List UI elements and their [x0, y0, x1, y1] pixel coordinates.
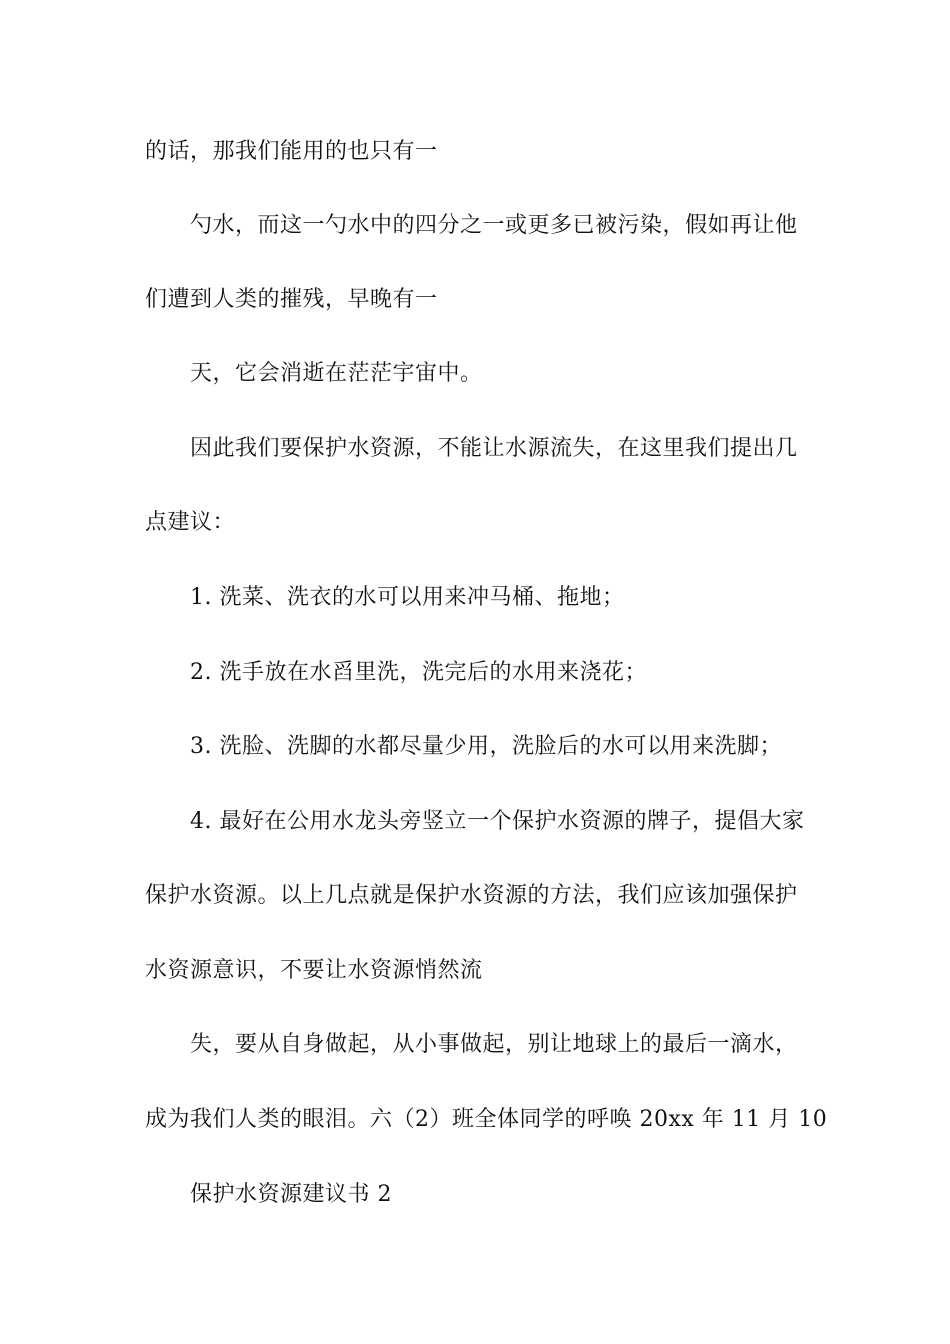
list-item: 1. 洗菜、洗衣的水可以用来冲马桶、拖地；: [190, 585, 625, 610]
text-line: 因此我们要保护水资源，不能让水源流失，在这里我们提出几: [190, 436, 798, 461]
text-line: 失，要从自身做起，从小事做起，别让地球上的最后一滴水，: [190, 1032, 798, 1057]
text-line: 勺水，而这一勺水中的四分之一或更多已被污染，假如再让他: [190, 213, 798, 238]
text-line: 点建议：: [145, 510, 236, 535]
text-line: 的话，那我们能用的也只有一: [145, 139, 438, 164]
text-line: 保护水资源。以上几点就是保护水资源的方法，我们应该加强保护: [145, 883, 798, 908]
section-heading: 保护水资源建议书 2: [190, 1182, 392, 1207]
list-item: 4. 最好在公用水龙头旁竖立一个保护水资源的牌子，提倡大家: [190, 809, 805, 834]
list-item: 3. 洗脸、洗脚的水都尽量少用，洗脸后的水可以用来洗脚；: [190, 734, 782, 759]
text-line: 水资源意识，不要让水资源悄然流: [145, 958, 483, 983]
text-line: 天，它会消逝在茫茫宇宙中。: [190, 361, 483, 386]
text-line: 们遭到人类的摧残，早晚有一: [145, 287, 438, 312]
list-item: 2. 洗手放在水舀里洗，洗完后的水用来浇花；: [190, 660, 647, 685]
text-line: 成为我们人类的眼泪。六（2）班全体同学的呼唤 20xx 年 11 月 10: [145, 1107, 828, 1132]
